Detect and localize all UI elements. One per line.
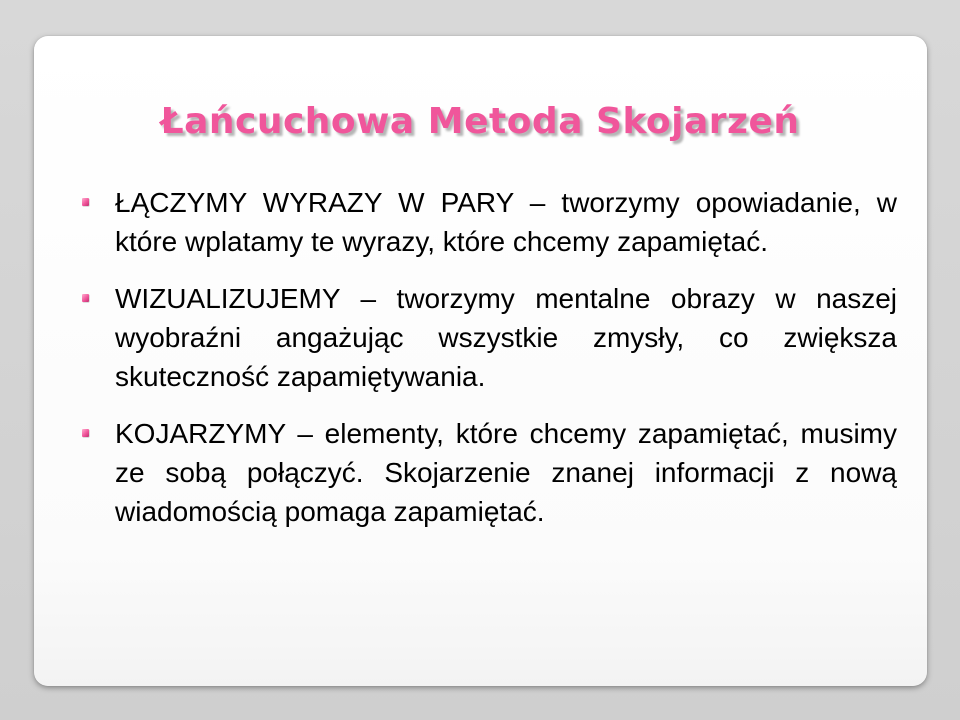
bullet-list: [80, 183, 897, 549]
bullet-text: WIZUALIZUJEMY – tworzymy mentalne obrazy w naszej wyobraźni angażując wszystkie zmysły, co zwiększa skuteczność zapamiętywania.: [115, 283, 897, 392]
square-bullet-icon: [82, 294, 89, 302]
slide-title: Łańcuchowa Metoda Skojarzeń: [160, 101, 800, 142]
bullet-text: ŁĄCZYMY WYRAZY W PARY – tworzymy opowiadanie, w które wplatamy te wyrazy, które chcemy zapamiętać.: [115, 187, 897, 257]
bullet-item: [80, 414, 897, 531]
bullet-text: KOJARZYMY – elementy, które chcemy zapamiętać, musimy ze sobą połączyć. Skojarzenie znanej informacji z nową wiadomością pomaga zapamiętać.: [115, 418, 897, 527]
square-bullet-icon: [82, 429, 89, 437]
bullet-item: [80, 279, 897, 396]
bullet-item: [80, 183, 897, 261]
square-bullet-icon: [82, 198, 89, 206]
